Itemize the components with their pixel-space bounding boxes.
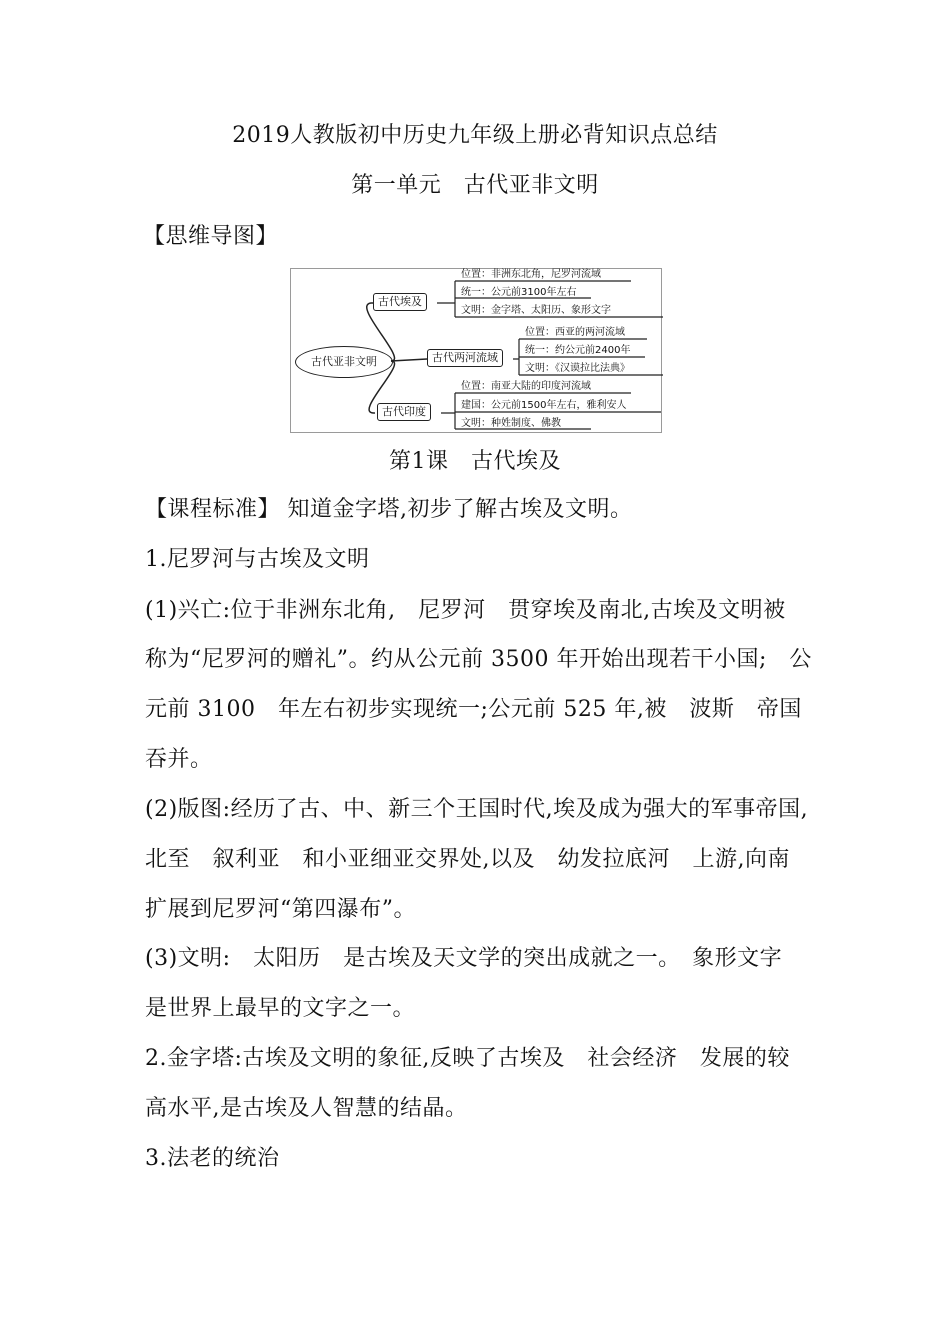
- body-text-line: 高水平,是古埃及人智慧的结晶。: [145, 1096, 468, 1121]
- course-standard: 【课程标准】 知道金字塔,初步了解古埃及文明。: [145, 497, 633, 522]
- mindmap-leaf: 位置：非洲东北角，尼罗河流域: [461, 269, 601, 280]
- mindmap-leaf: 建国：公元前1500年左右，雅利安人: [461, 400, 627, 411]
- body-text-line: 北至 叙利亚 和小亚细亚交界处,以及 幼发拉底河 上游,向南: [145, 847, 790, 872]
- mindmap-branch-mesopotamia: 古代两河流域: [427, 349, 503, 367]
- mindmap-branch-india: 古代印度: [377, 403, 431, 421]
- body-text-line: 称为“尼罗河的赠礼”。约从公元前 3500 年开始出现若干小国; 公: [145, 647, 812, 672]
- mindmap-heading: 【思维导图】: [143, 224, 279, 249]
- body-text-line: (2)版图:经历了古、中、新三个王国时代,埃及成为强大的军事帝国,: [145, 797, 809, 822]
- body-text-line: 是世界上最早的文字之一。: [145, 996, 416, 1021]
- mindmap-root-node: 古代亚非文明: [295, 346, 393, 378]
- mindmap-leaf: 位置：南亚大陆的印度河流域: [461, 381, 591, 392]
- document-title: 2019人教版初中历史九年级上册必背知识点总结: [232, 123, 718, 148]
- mindmap-leaf: 文明：金字塔、太阳历、象形文字: [461, 305, 611, 316]
- body-text-line: 扩展到尼罗河“第四瀑布”。: [145, 897, 416, 922]
- section-heading-pyramid: 2.金字塔:古埃及文明的象征,反映了古埃及 社会经济 发展的较: [145, 1046, 790, 1071]
- mind-map-diagram: [290, 268, 662, 433]
- section-heading-nile: 1.尼罗河与古埃及文明: [145, 547, 370, 572]
- section-heading-pharaoh: 3.法老的统治: [145, 1146, 280, 1171]
- body-text-line: 元前 3100 年左右初步实现统一;公元前 525 年,被 波斯 帝国: [145, 697, 802, 722]
- mindmap-leaf: 文明：种姓制度、佛教: [461, 418, 561, 429]
- unit-title: 第一单元 古代亚非文明: [351, 173, 599, 198]
- mindmap-leaf: 位置：西亚的两河流域: [525, 327, 625, 338]
- body-text-line: (1)兴亡:位于非洲东北角, 尼罗河 贯穿埃及南北,古埃及文明被: [145, 598, 786, 623]
- mindmap-leaf: 文明：《汉谟拉比法典》: [525, 363, 630, 374]
- lesson-title: 第1课 古代埃及: [389, 449, 561, 474]
- mindmap-leaf: 统一：约公元前2400年: [525, 345, 631, 356]
- mindmap-leaf: 统一：公元前3100年左右: [461, 287, 577, 298]
- mindmap-branch-egypt: 古代埃及: [373, 293, 427, 311]
- body-text-line: 吞并。: [145, 747, 213, 772]
- body-text-line: (3)文明: 太阳历 是古埃及天文学的突出成就之一。 象形文字: [145, 946, 783, 971]
